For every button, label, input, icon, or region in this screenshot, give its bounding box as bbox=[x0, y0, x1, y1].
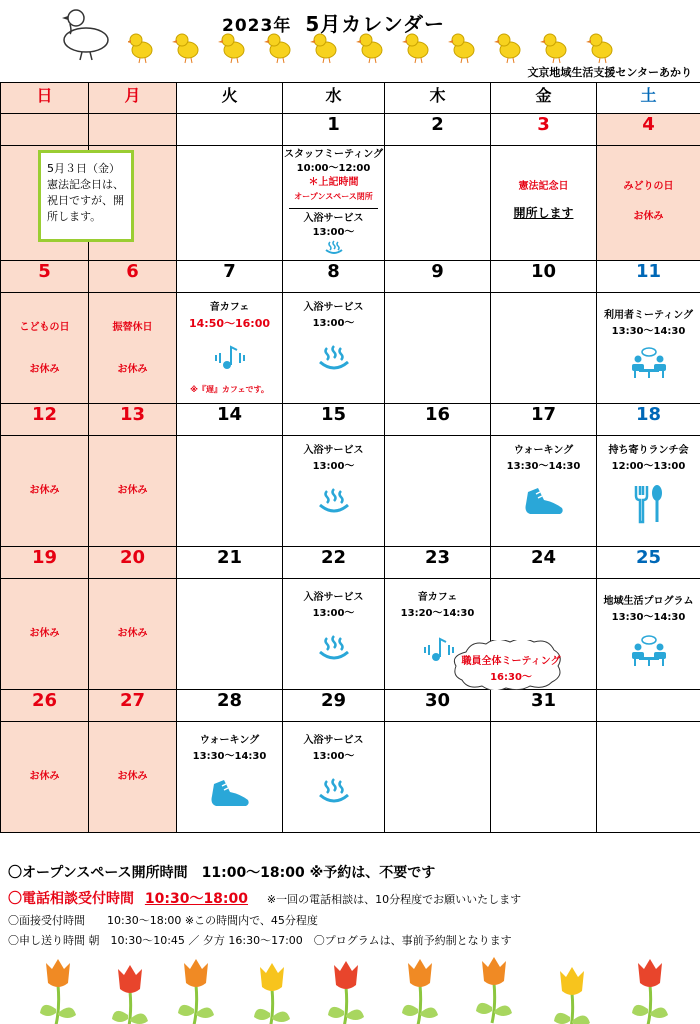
date-cell: 4 bbox=[597, 114, 700, 146]
holiday-note: 5月３日（金）憲法記念日は、祝日ですが、開所します。 bbox=[38, 150, 134, 242]
day-cell bbox=[177, 579, 283, 690]
event-title: 利用者ミーティング bbox=[604, 310, 693, 321]
date-cell: 25 bbox=[597, 547, 700, 579]
event-off: お休み bbox=[29, 771, 60, 782]
event-title: 憲法記念日 bbox=[518, 181, 569, 192]
week-2-events bbox=[1, 293, 700, 404]
fork-spoon-icon bbox=[632, 484, 666, 524]
event-time: 13:30～14:30 bbox=[192, 751, 267, 762]
date-cell: 3 bbox=[491, 114, 597, 146]
day-cell bbox=[89, 293, 177, 404]
date-cell: 31 bbox=[491, 690, 597, 722]
date-cell: 17 bbox=[491, 404, 597, 436]
date-cell: 9 bbox=[385, 261, 491, 293]
day-cell bbox=[597, 722, 700, 833]
day-cell bbox=[491, 722, 597, 833]
shoe-icon bbox=[522, 484, 566, 520]
date-cell: 12 bbox=[1, 404, 89, 436]
event-off: お休み bbox=[29, 485, 60, 496]
day-cell bbox=[491, 436, 597, 547]
weekday-wed: 水 bbox=[283, 83, 385, 114]
date-cell: 13 bbox=[89, 404, 177, 436]
event-title: 入浴サービス bbox=[303, 302, 364, 313]
day-cell bbox=[283, 579, 385, 690]
date-cell: 26 bbox=[1, 690, 89, 722]
event-off: お休み bbox=[633, 211, 664, 222]
date-cell: 16 bbox=[385, 404, 491, 436]
date-cell: 15 bbox=[283, 404, 385, 436]
day-cell bbox=[1, 436, 89, 547]
event-note: ※『遅』カフェです。 bbox=[190, 385, 269, 394]
weekday-fri: 金 bbox=[491, 83, 597, 114]
event-title: こどもの日 bbox=[19, 322, 70, 333]
duck-illustration bbox=[60, 4, 116, 62]
day-cell bbox=[385, 146, 491, 261]
event-title: 入浴サービス bbox=[303, 213, 364, 224]
day-cell bbox=[1, 722, 89, 833]
date-cell: 27 bbox=[89, 690, 177, 722]
date-cell: 2 bbox=[385, 114, 491, 146]
date-cell: 10 bbox=[491, 261, 597, 293]
date-cell: 8 bbox=[283, 261, 385, 293]
event-time: 13:30～14:30 bbox=[611, 326, 686, 337]
day-cell bbox=[385, 436, 491, 547]
date-cell bbox=[177, 114, 283, 146]
music-icon bbox=[212, 343, 248, 373]
date-cell: 1 bbox=[283, 114, 385, 146]
event-time: 12:00～13:00 bbox=[611, 461, 686, 472]
date-cell: 19 bbox=[1, 547, 89, 579]
event-time: 13:00～ bbox=[312, 318, 355, 329]
date-cell: 28 bbox=[177, 690, 283, 722]
event-time: 13:00～ bbox=[312, 461, 355, 472]
event-time: 13:00～ bbox=[312, 227, 355, 238]
weekday-tue: 火 bbox=[177, 83, 283, 114]
date-cell: 20 bbox=[89, 547, 177, 579]
event-title: みどりの日 bbox=[623, 181, 674, 192]
event-title: 振替休日 bbox=[112, 322, 153, 333]
event-off: お休み bbox=[117, 485, 148, 496]
bubble-title: 職員全体ミーティング bbox=[461, 656, 561, 667]
title-year: 2023年 bbox=[222, 16, 292, 36]
bath-icon bbox=[318, 635, 350, 663]
week-5-dates bbox=[1, 690, 700, 722]
event-time: 10:00～12:00 bbox=[296, 163, 371, 174]
day-cell bbox=[89, 436, 177, 547]
date-cell bbox=[597, 690, 700, 722]
event-time: 13:00～ bbox=[312, 751, 355, 762]
date-cell: 23 bbox=[385, 547, 491, 579]
day-cell bbox=[597, 146, 700, 261]
week-4-events bbox=[1, 579, 700, 690]
event-title: 持ち寄りランチ会 bbox=[608, 445, 689, 456]
phone-consult-label: 〇電話相談受付時間 bbox=[8, 891, 134, 907]
weekday-sun: 日 bbox=[1, 83, 89, 114]
event-title: 入浴サービス bbox=[303, 592, 364, 603]
day-cell bbox=[597, 579, 700, 690]
date-cell: 30 bbox=[385, 690, 491, 722]
weekday-mon: 月 bbox=[89, 83, 177, 114]
handover-hours: 〇申し送り時間 朝 10:30～10:45 ／ 夕方 16:30～17:00 〇プログラムは、事前予約制となります bbox=[8, 934, 512, 947]
event-title: 地域生活プログラム bbox=[603, 596, 694, 607]
day-cell bbox=[491, 146, 597, 261]
date-cell bbox=[89, 114, 177, 146]
day-cell bbox=[1, 579, 89, 690]
weekday-sat: 土 bbox=[597, 83, 700, 114]
date-cell: 5 bbox=[1, 261, 89, 293]
open-space-hours: 〇オープンスペース開所時間 11:00～18:00 ※予約は、不要です bbox=[8, 865, 436, 881]
event-title: ウォーキング bbox=[513, 445, 574, 456]
event-off: お休み bbox=[117, 628, 148, 639]
phone-consult-hours bbox=[8, 888, 521, 908]
meeting-icon bbox=[629, 635, 669, 667]
day-cell bbox=[177, 722, 283, 833]
day-cell bbox=[283, 293, 385, 404]
day-cell bbox=[283, 722, 385, 833]
day-cell bbox=[491, 293, 597, 404]
day-cell bbox=[1, 293, 89, 404]
event-time: 13:00～ bbox=[312, 608, 355, 619]
bath-icon bbox=[325, 240, 343, 256]
date-cell: 11 bbox=[597, 261, 700, 293]
week-4-dates bbox=[1, 547, 700, 579]
date-cell: 21 bbox=[177, 547, 283, 579]
event-time: 13:30～14:30 bbox=[611, 612, 686, 623]
phone-consult-note: ※一回の電話相談は、10分程度でお願いいたします bbox=[266, 893, 522, 906]
event-time: 14:50～16:00 bbox=[188, 317, 271, 330]
bubble-time: 16:30～ bbox=[490, 672, 532, 683]
tulips-illustration bbox=[0, 955, 700, 1024]
event-open: 開所します bbox=[513, 206, 574, 220]
day-cell bbox=[89, 722, 177, 833]
day-cell bbox=[385, 293, 491, 404]
staff-meeting-bubble bbox=[452, 640, 570, 690]
event-title: ウォーキング bbox=[199, 735, 260, 746]
week-3-events bbox=[1, 436, 700, 547]
organization-name: 文京地域生活支援センターあかり bbox=[527, 66, 692, 79]
date-cell: 7 bbox=[177, 261, 283, 293]
day-cell bbox=[385, 722, 491, 833]
day-cell bbox=[597, 436, 700, 547]
date-cell: 14 bbox=[177, 404, 283, 436]
event-note: ＊上記時間 bbox=[308, 177, 359, 188]
page-title bbox=[222, 8, 445, 37]
event-off: お休み bbox=[29, 628, 60, 639]
date-cell: 22 bbox=[283, 547, 385, 579]
week-3-dates bbox=[1, 404, 700, 436]
day-cell bbox=[177, 146, 283, 261]
event-title: 音カフェ bbox=[417, 592, 458, 603]
day-cell bbox=[597, 293, 700, 404]
date-cell: 29 bbox=[283, 690, 385, 722]
shoe-icon bbox=[208, 776, 252, 812]
date-cell: 6 bbox=[89, 261, 177, 293]
event-title: 音カフェ bbox=[209, 302, 250, 313]
day-cell bbox=[177, 293, 283, 404]
event-title: 入浴サービス bbox=[303, 735, 364, 746]
meeting-icon bbox=[629, 347, 669, 379]
date-cell bbox=[1, 114, 89, 146]
weekday-thu: 木 bbox=[385, 83, 491, 114]
event-time: 13:30～14:30 bbox=[506, 461, 581, 472]
interview-hours: 〇面接受付時間 10:30～18:00 ※この時間内で、45分程度 bbox=[8, 914, 318, 927]
event-time: 13:20～14:30 bbox=[400, 608, 475, 619]
bath-icon bbox=[318, 778, 350, 806]
week-2-dates bbox=[1, 261, 700, 293]
day-cell bbox=[283, 436, 385, 547]
event-title: スタッフミーティング bbox=[284, 149, 383, 160]
event-off: お休み bbox=[117, 364, 148, 375]
week-5-events bbox=[1, 722, 700, 833]
day-cell bbox=[177, 436, 283, 547]
bath-icon bbox=[318, 488, 350, 516]
bath-icon bbox=[318, 345, 350, 373]
title-month: 5月カレンダー bbox=[305, 12, 445, 36]
header bbox=[0, 0, 700, 82]
event-off: お休み bbox=[117, 771, 148, 782]
day-cell bbox=[89, 579, 177, 690]
event-off: お休み bbox=[29, 364, 60, 375]
event-title: 入浴サービス bbox=[303, 445, 364, 456]
week-1-dates bbox=[1, 114, 700, 146]
event-note: オープンスペース閉所 bbox=[294, 192, 373, 201]
phone-consult-time: 10:30～18:00 bbox=[144, 891, 249, 907]
date-cell: 18 bbox=[597, 404, 700, 436]
day-cell bbox=[283, 146, 385, 261]
weekday-header-row bbox=[1, 83, 700, 114]
date-cell: 24 bbox=[491, 547, 597, 579]
